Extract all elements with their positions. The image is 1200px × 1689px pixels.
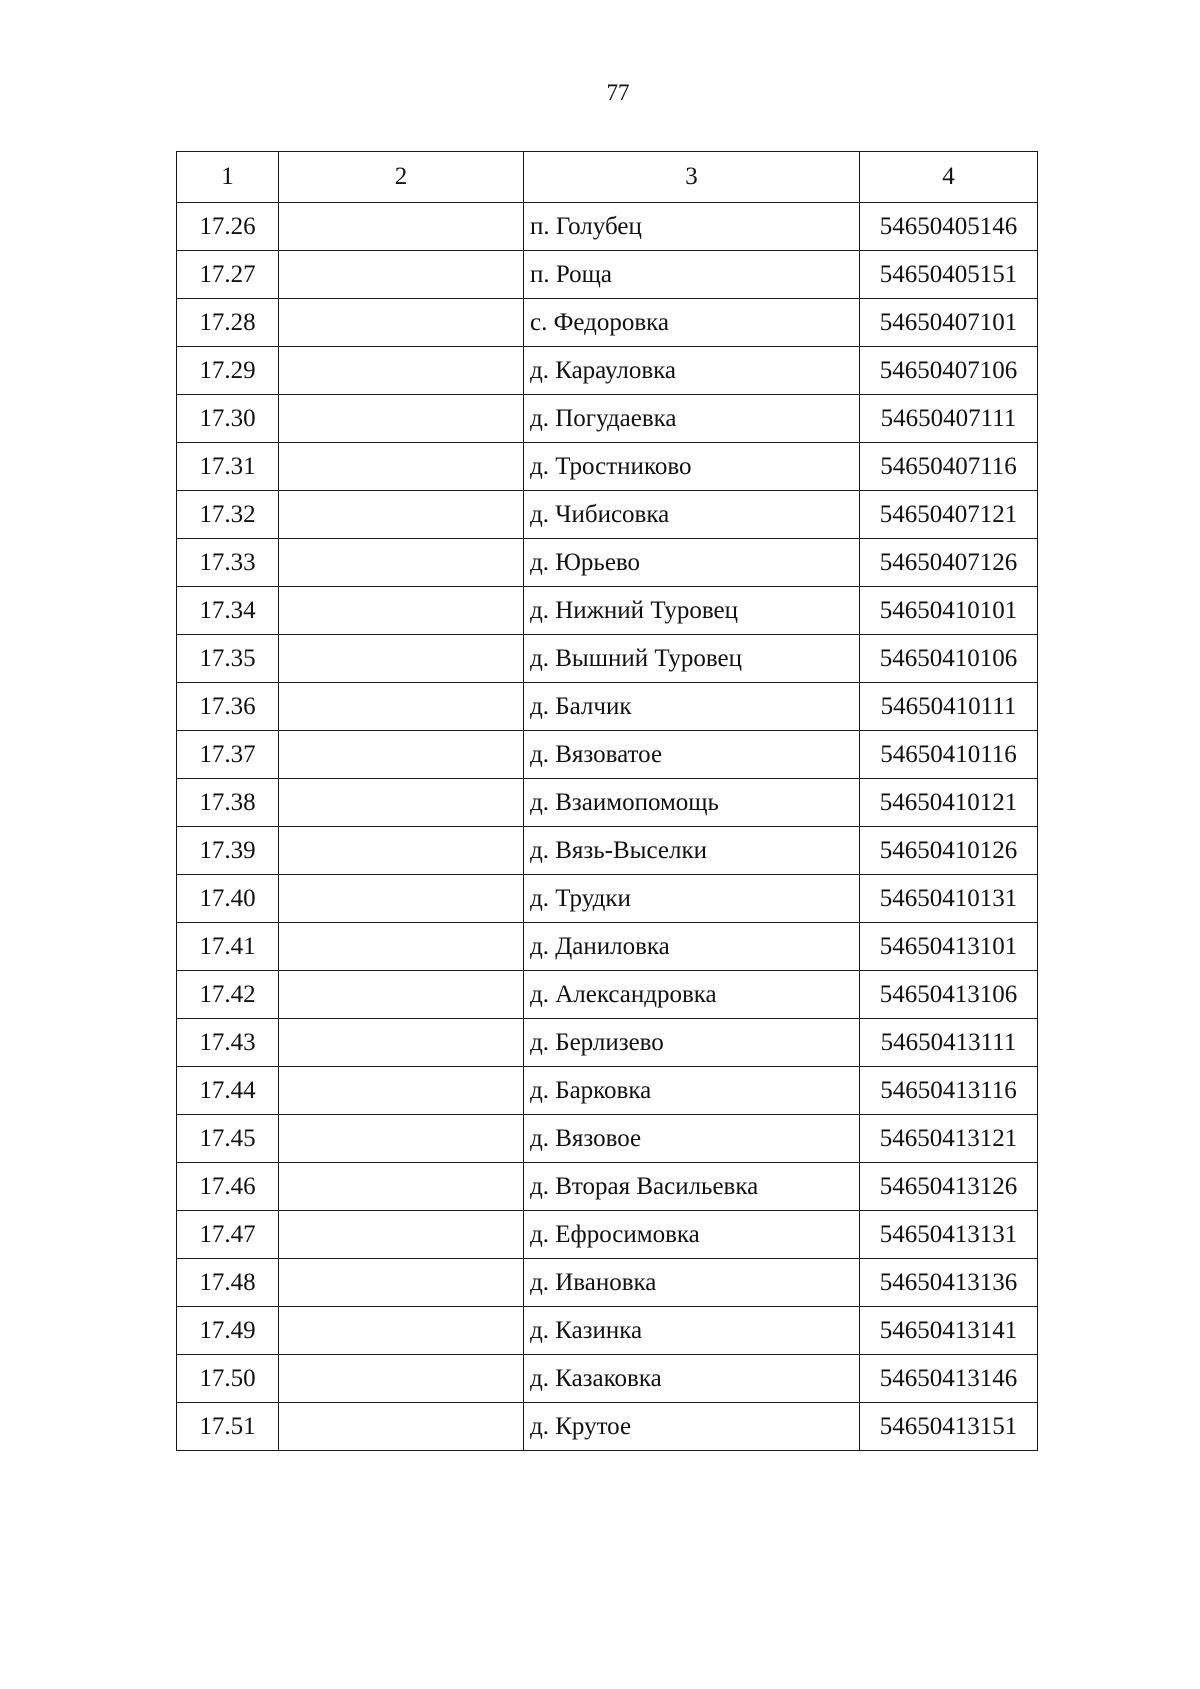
row-number-cell: 17.32 xyxy=(177,491,279,539)
code-cell: 54650410121 xyxy=(860,779,1038,827)
table-row xyxy=(177,827,1038,875)
table-row xyxy=(177,587,1038,635)
code-cell: 54650407126 xyxy=(860,539,1038,587)
code-cell: 54650407116 xyxy=(860,443,1038,491)
row-number-cell: 17.26 xyxy=(177,203,279,251)
settlement-name-cell: д. Трудки xyxy=(524,875,860,923)
code-cell: 54650405151 xyxy=(860,251,1038,299)
header-col-2: 2 xyxy=(279,152,524,203)
empty-cell xyxy=(279,779,524,827)
settlement-name-cell: д. Барковка xyxy=(524,1067,860,1115)
settlement-name-cell: д. Вторая Васильевка xyxy=(524,1163,860,1211)
row-number-cell: 17.51 xyxy=(177,1403,279,1451)
code-cell: 54650410116 xyxy=(860,731,1038,779)
settlement-name-cell: д. Чибисовка xyxy=(524,491,860,539)
header-row xyxy=(177,152,1038,203)
code-cell: 54650413116 xyxy=(860,1067,1038,1115)
table-row xyxy=(177,299,1038,347)
settlement-name-cell: д. Даниловка xyxy=(524,923,860,971)
empty-cell xyxy=(279,1115,524,1163)
settlement-name-cell: д. Казинка xyxy=(524,1307,860,1355)
settlement-name-cell: д. Вязоватое xyxy=(524,731,860,779)
code-cell: 54650410101 xyxy=(860,587,1038,635)
table-row xyxy=(177,683,1038,731)
settlement-name-cell: д. Вязь-Выселки xyxy=(524,827,860,875)
table-row xyxy=(177,731,1038,779)
empty-cell xyxy=(279,587,524,635)
settlement-name-cell: д. Юрьево xyxy=(524,539,860,587)
code-cell: 54650413111 xyxy=(860,1019,1038,1067)
empty-cell xyxy=(279,1307,524,1355)
code-cell: 54650413126 xyxy=(860,1163,1038,1211)
table-row xyxy=(177,1403,1038,1451)
table-row xyxy=(177,1115,1038,1163)
row-number-cell: 17.46 xyxy=(177,1163,279,1211)
row-number-cell: 17.30 xyxy=(177,395,279,443)
row-number-cell: 17.42 xyxy=(177,971,279,1019)
table-row xyxy=(177,971,1038,1019)
empty-cell xyxy=(279,1163,524,1211)
code-cell: 54650407106 xyxy=(860,347,1038,395)
table-body xyxy=(177,203,1038,1451)
settlement-name-cell: д. Взаимопомощь xyxy=(524,779,860,827)
empty-cell xyxy=(279,827,524,875)
row-number-cell: 17.31 xyxy=(177,443,279,491)
empty-cell xyxy=(279,1259,524,1307)
table-row xyxy=(177,539,1038,587)
empty-cell xyxy=(279,1019,524,1067)
row-number-cell: 17.49 xyxy=(177,1307,279,1355)
empty-cell xyxy=(279,1211,524,1259)
code-cell: 54650413106 xyxy=(860,971,1038,1019)
empty-cell xyxy=(279,875,524,923)
settlement-name-cell: д. Берлизево xyxy=(524,1019,860,1067)
table-row xyxy=(177,1307,1038,1355)
settlement-name-cell: д. Тростниково xyxy=(524,443,860,491)
row-number-cell: 17.34 xyxy=(177,587,279,635)
code-cell: 54650413121 xyxy=(860,1115,1038,1163)
table-row xyxy=(177,347,1038,395)
settlement-table xyxy=(176,151,1038,1451)
table-header xyxy=(177,152,1038,203)
table-row xyxy=(177,1067,1038,1115)
empty-cell xyxy=(279,731,524,779)
table-row xyxy=(177,1163,1038,1211)
settlement-name-cell: с. Федоровка xyxy=(524,299,860,347)
settlement-name-cell: д. Вышний Туровец xyxy=(524,635,860,683)
code-cell: 54650410106 xyxy=(860,635,1038,683)
row-number-cell: 17.38 xyxy=(177,779,279,827)
row-number-cell: 17.44 xyxy=(177,1067,279,1115)
row-number-cell: 17.37 xyxy=(177,731,279,779)
settlement-name-cell: д. Нижний Туровец xyxy=(524,587,860,635)
empty-cell xyxy=(279,683,524,731)
table-row xyxy=(177,395,1038,443)
settlement-name-cell: д. Казаковка xyxy=(524,1355,860,1403)
empty-cell xyxy=(279,923,524,971)
settlement-name-cell: д. Крутое xyxy=(524,1403,860,1451)
code-cell: 54650413141 xyxy=(860,1307,1038,1355)
settlement-name-cell: п. Голубец xyxy=(524,203,860,251)
row-number-cell: 17.41 xyxy=(177,923,279,971)
code-cell: 54650410131 xyxy=(860,875,1038,923)
code-cell: 54650413136 xyxy=(860,1259,1038,1307)
table-row xyxy=(177,491,1038,539)
row-number-cell: 17.36 xyxy=(177,683,279,731)
row-number-cell: 17.40 xyxy=(177,875,279,923)
code-cell: 54650410111 xyxy=(860,683,1038,731)
row-number-cell: 17.43 xyxy=(177,1019,279,1067)
row-number-cell: 17.47 xyxy=(177,1211,279,1259)
row-number-cell: 17.48 xyxy=(177,1259,279,1307)
code-cell: 54650413101 xyxy=(860,923,1038,971)
header-col-4: 4 xyxy=(860,152,1038,203)
header-col-1: 1 xyxy=(177,152,279,203)
empty-cell xyxy=(279,1403,524,1451)
empty-cell xyxy=(279,1355,524,1403)
table-row xyxy=(177,443,1038,491)
row-number-cell: 17.39 xyxy=(177,827,279,875)
row-number-cell: 17.45 xyxy=(177,1115,279,1163)
empty-cell xyxy=(279,635,524,683)
code-cell: 54650407111 xyxy=(860,395,1038,443)
table-row xyxy=(177,875,1038,923)
empty-cell xyxy=(279,395,524,443)
empty-cell xyxy=(279,971,524,1019)
empty-cell xyxy=(279,203,524,251)
row-number-cell: 17.35 xyxy=(177,635,279,683)
settlement-name-cell: д. Погудаевка xyxy=(524,395,860,443)
row-number-cell: 17.28 xyxy=(177,299,279,347)
settlement-name-cell: д. Ивановка xyxy=(524,1259,860,1307)
empty-cell xyxy=(279,1067,524,1115)
code-cell: 54650407101 xyxy=(860,299,1038,347)
row-number-cell: 17.50 xyxy=(177,1355,279,1403)
row-number-cell: 17.33 xyxy=(177,539,279,587)
settlement-name-cell: д. Карауловка xyxy=(524,347,860,395)
empty-cell xyxy=(279,251,524,299)
code-cell: 54650413146 xyxy=(860,1355,1038,1403)
code-cell: 54650405146 xyxy=(860,203,1038,251)
settlement-name-cell: д. Александровка xyxy=(524,971,860,1019)
table-row xyxy=(177,1355,1038,1403)
table-row xyxy=(177,251,1038,299)
empty-cell xyxy=(279,299,524,347)
empty-cell xyxy=(279,491,524,539)
code-cell: 54650413151 xyxy=(860,1403,1038,1451)
settlement-name-cell: п. Роща xyxy=(524,251,860,299)
settlement-name-cell: д. Ефросимовка xyxy=(524,1211,860,1259)
table-row xyxy=(177,1259,1038,1307)
header-col-3: 3 xyxy=(524,152,860,203)
row-number-cell: 17.27 xyxy=(177,251,279,299)
table-row xyxy=(177,1019,1038,1067)
table-row xyxy=(177,203,1038,251)
table-row xyxy=(177,635,1038,683)
page-number: 77 xyxy=(606,80,630,105)
code-cell: 54650407121 xyxy=(860,491,1038,539)
settlement-name-cell: д. Вязовое xyxy=(524,1115,860,1163)
empty-cell xyxy=(279,347,524,395)
code-cell: 54650413131 xyxy=(860,1211,1038,1259)
table-row xyxy=(177,779,1038,827)
row-number-cell: 17.29 xyxy=(177,347,279,395)
table-row xyxy=(177,1211,1038,1259)
table-row xyxy=(177,923,1038,971)
settlement-name-cell: д. Балчик xyxy=(524,683,860,731)
empty-cell xyxy=(279,443,524,491)
empty-cell xyxy=(279,539,524,587)
code-cell: 54650410126 xyxy=(860,827,1038,875)
